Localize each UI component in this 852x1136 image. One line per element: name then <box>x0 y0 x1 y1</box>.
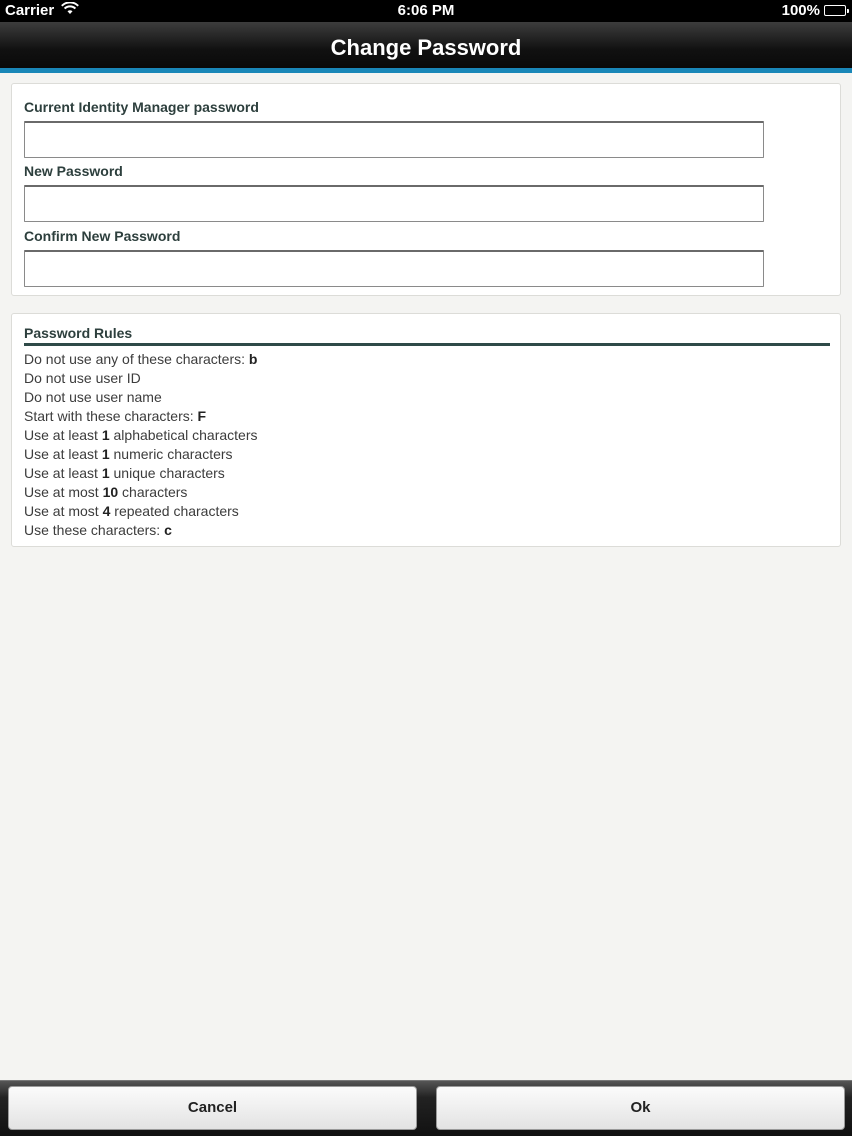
password-rule-item <box>24 483 258 502</box>
rule-text: numeric characters <box>109 446 233 462</box>
rule-text: characters <box>118 484 188 500</box>
rule-text: Use at least <box>24 465 102 481</box>
rule-text: Do not use any of these characters: <box>24 351 249 367</box>
password-rules-title: Password Rules <box>24 325 133 341</box>
password-rule-item <box>24 350 258 369</box>
confirm-password-input[interactable] <box>24 250 764 287</box>
status-bar <box>0 0 852 22</box>
rule-text: repeated characters <box>110 503 239 519</box>
rule-text: Do not use user ID <box>24 370 141 386</box>
rule-value: 10 <box>102 484 119 500</box>
rule-text: Do not use user name <box>24 389 162 405</box>
password-rules-panel <box>11 313 841 547</box>
new-password-label: New Password <box>24 163 123 179</box>
current-password-input[interactable] <box>24 121 764 158</box>
password-rule-item <box>24 369 258 388</box>
current-password-label: Current Identity Manager password <box>24 99 259 115</box>
battery-percent: 100% <box>781 2 820 19</box>
ok-button[interactable]: Ok <box>436 1086 845 1130</box>
rule-text: Use at most <box>24 484 103 500</box>
new-password-input[interactable] <box>24 185 764 222</box>
rules-divider <box>24 343 830 346</box>
password-rules-list <box>24 350 258 540</box>
password-form <box>11 83 841 296</box>
password-rule-item <box>24 407 258 426</box>
status-right <box>782 2 846 19</box>
bottom-toolbar <box>0 1080 852 1136</box>
password-rule-item <box>24 502 258 521</box>
password-rule-item <box>24 521 258 540</box>
rule-value: 1 <box>101 427 110 443</box>
battery-icon <box>824 5 846 16</box>
carrier-label: Carrier <box>5 2 55 19</box>
rule-value: F <box>197 408 207 424</box>
rule-text: Use at least <box>24 446 102 462</box>
rule-text: alphabetical characters <box>109 427 258 443</box>
rule-value: c <box>164 522 172 538</box>
rule-text: Start with these characters: <box>24 408 198 424</box>
rule-text: unique characters <box>109 465 225 481</box>
navigation-bar <box>0 22 852 73</box>
rule-text: Use these characters: <box>24 522 165 538</box>
page-title: Change Password <box>330 35 522 60</box>
rule-value: 4 <box>102 503 111 519</box>
password-rule-item <box>24 388 258 407</box>
rule-text: Use at most <box>24 503 103 519</box>
password-rule-item <box>24 464 258 483</box>
password-rule-item <box>24 445 258 464</box>
rule-value: 1 <box>101 446 110 462</box>
status-time: 6:06 PM <box>397 2 455 19</box>
cancel-button[interactable]: Cancel <box>8 1086 417 1130</box>
password-rule-item <box>24 426 258 445</box>
rule-value: b <box>248 351 258 367</box>
rule-text: Use at least <box>24 427 102 443</box>
rule-value: 1 <box>101 465 110 481</box>
confirm-password-label: Confirm New Password <box>24 228 181 244</box>
